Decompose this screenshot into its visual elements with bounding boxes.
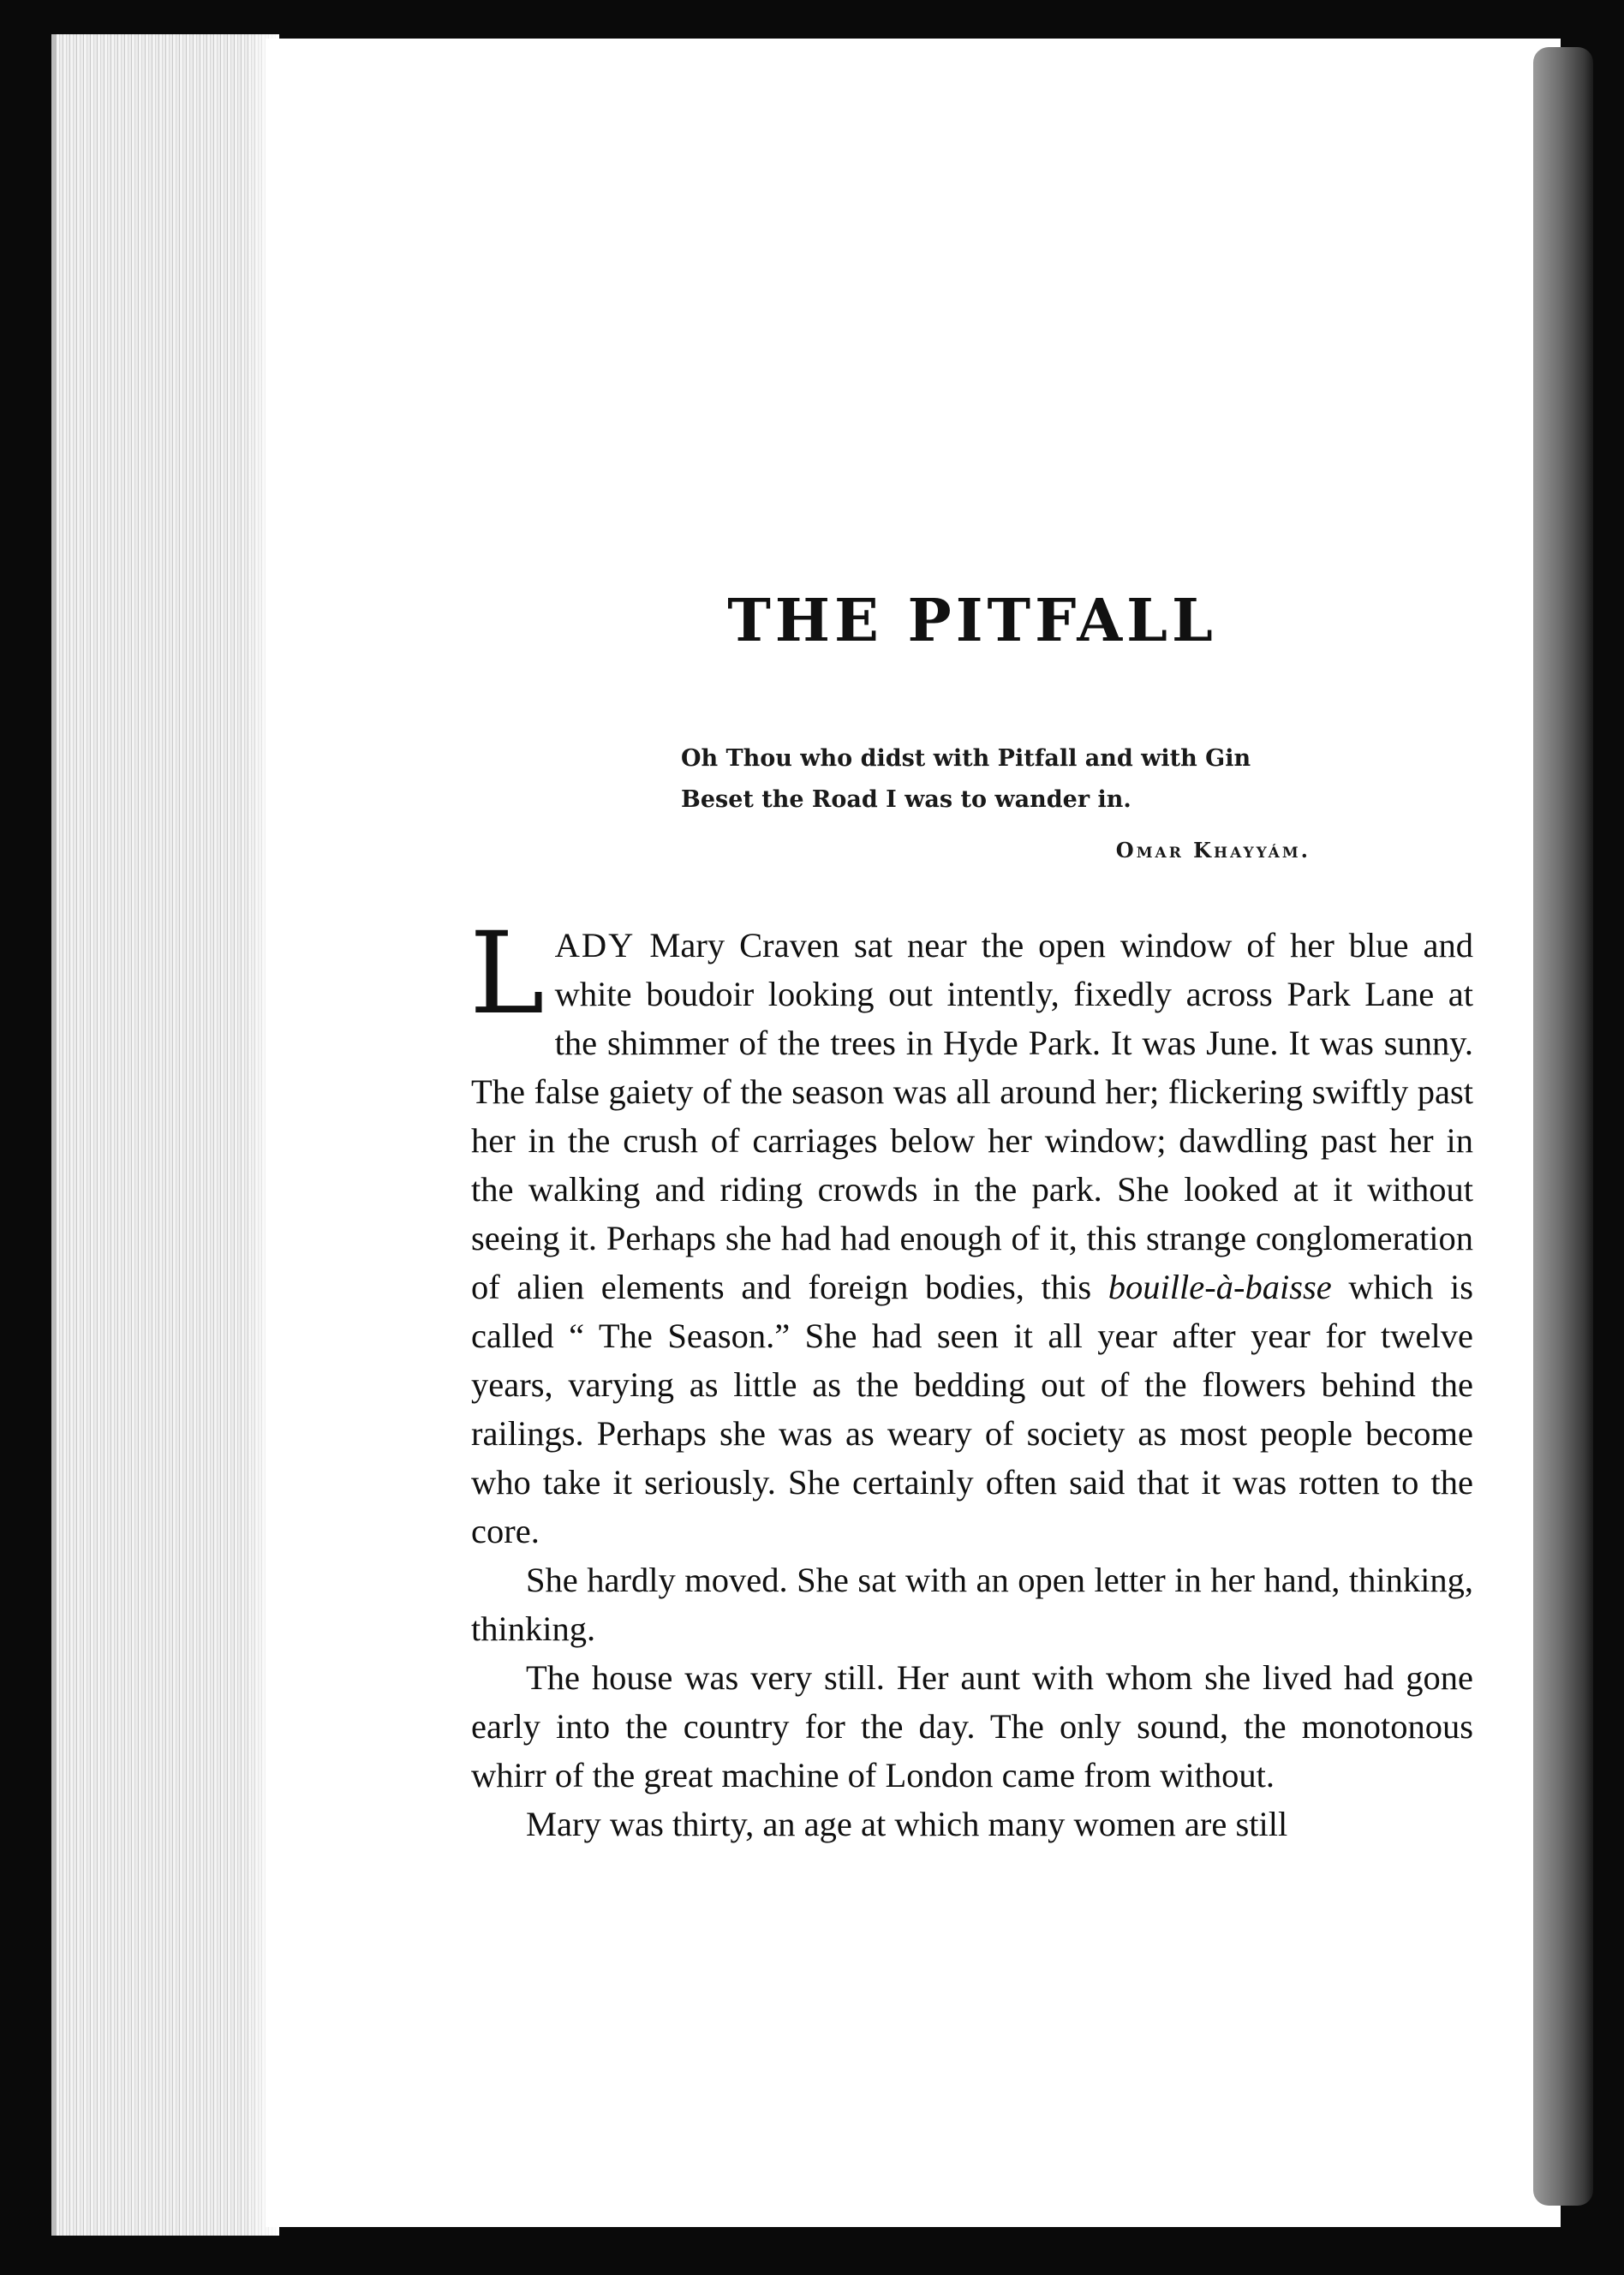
drop-cap: L (469, 908, 545, 1040)
paragraph-1-text-b: which is called “ The Season.” She had seen it all year after year for twelve years, varying as little as the bedding out of the flowers behind the railings. Perhaps she was as weary of society as most people become who take it seriously. She certainly often said that it was rotten to the core. (471, 1268, 1473, 1550)
epigraph (681, 738, 1332, 821)
paragraph-lead: ADY (554, 926, 636, 964)
epigraph-line-2: Beset the Road I was to wander in. (681, 786, 1131, 813)
chapter-title: THE PITFALL (727, 587, 1217, 655)
paragraph-1 (469, 908, 1473, 1555)
page-edges (51, 34, 279, 2236)
paragraph-2: She hardly moved. She sat with an open letter in her hand, thinking, thinking. (471, 1561, 1473, 1648)
epigraph-attribution: Omar Khayyám. (1115, 838, 1311, 863)
paragraph-3: The house was very still. Her aunt with whom she lived had gone early into the country for the day. The only sound, the monotonous whirr of the great machine of London came from without. (471, 1658, 1473, 1794)
paragraph-1-text-a: Mary Craven sat near the open window of her blue and white boudoir looking out intently, fixedly across Park Lane at the shimmer of the trees in Hyde Park. It was June. It was sunny. The false gaiety of the season was all around her; flickering swiftly past her in the crush of carriages below her window; dawdling past her in the walking and riding crowds in the park. She looked at it without seeing it. Perhaps she had had enough of it, this strange conglomeration of alien elements and foreign bodies, this (471, 926, 1473, 1306)
chapter-body (469, 908, 1473, 1848)
epigraph-line-1: Oh Thou who didst with Pitfall and with Gin (681, 745, 1251, 772)
italic-phrase: bouille-à-baisse (1108, 1268, 1332, 1306)
binding-shadow (1533, 47, 1593, 2206)
paragraph-4: Mary was thirty, an age at which many women are still (526, 1805, 1288, 1843)
